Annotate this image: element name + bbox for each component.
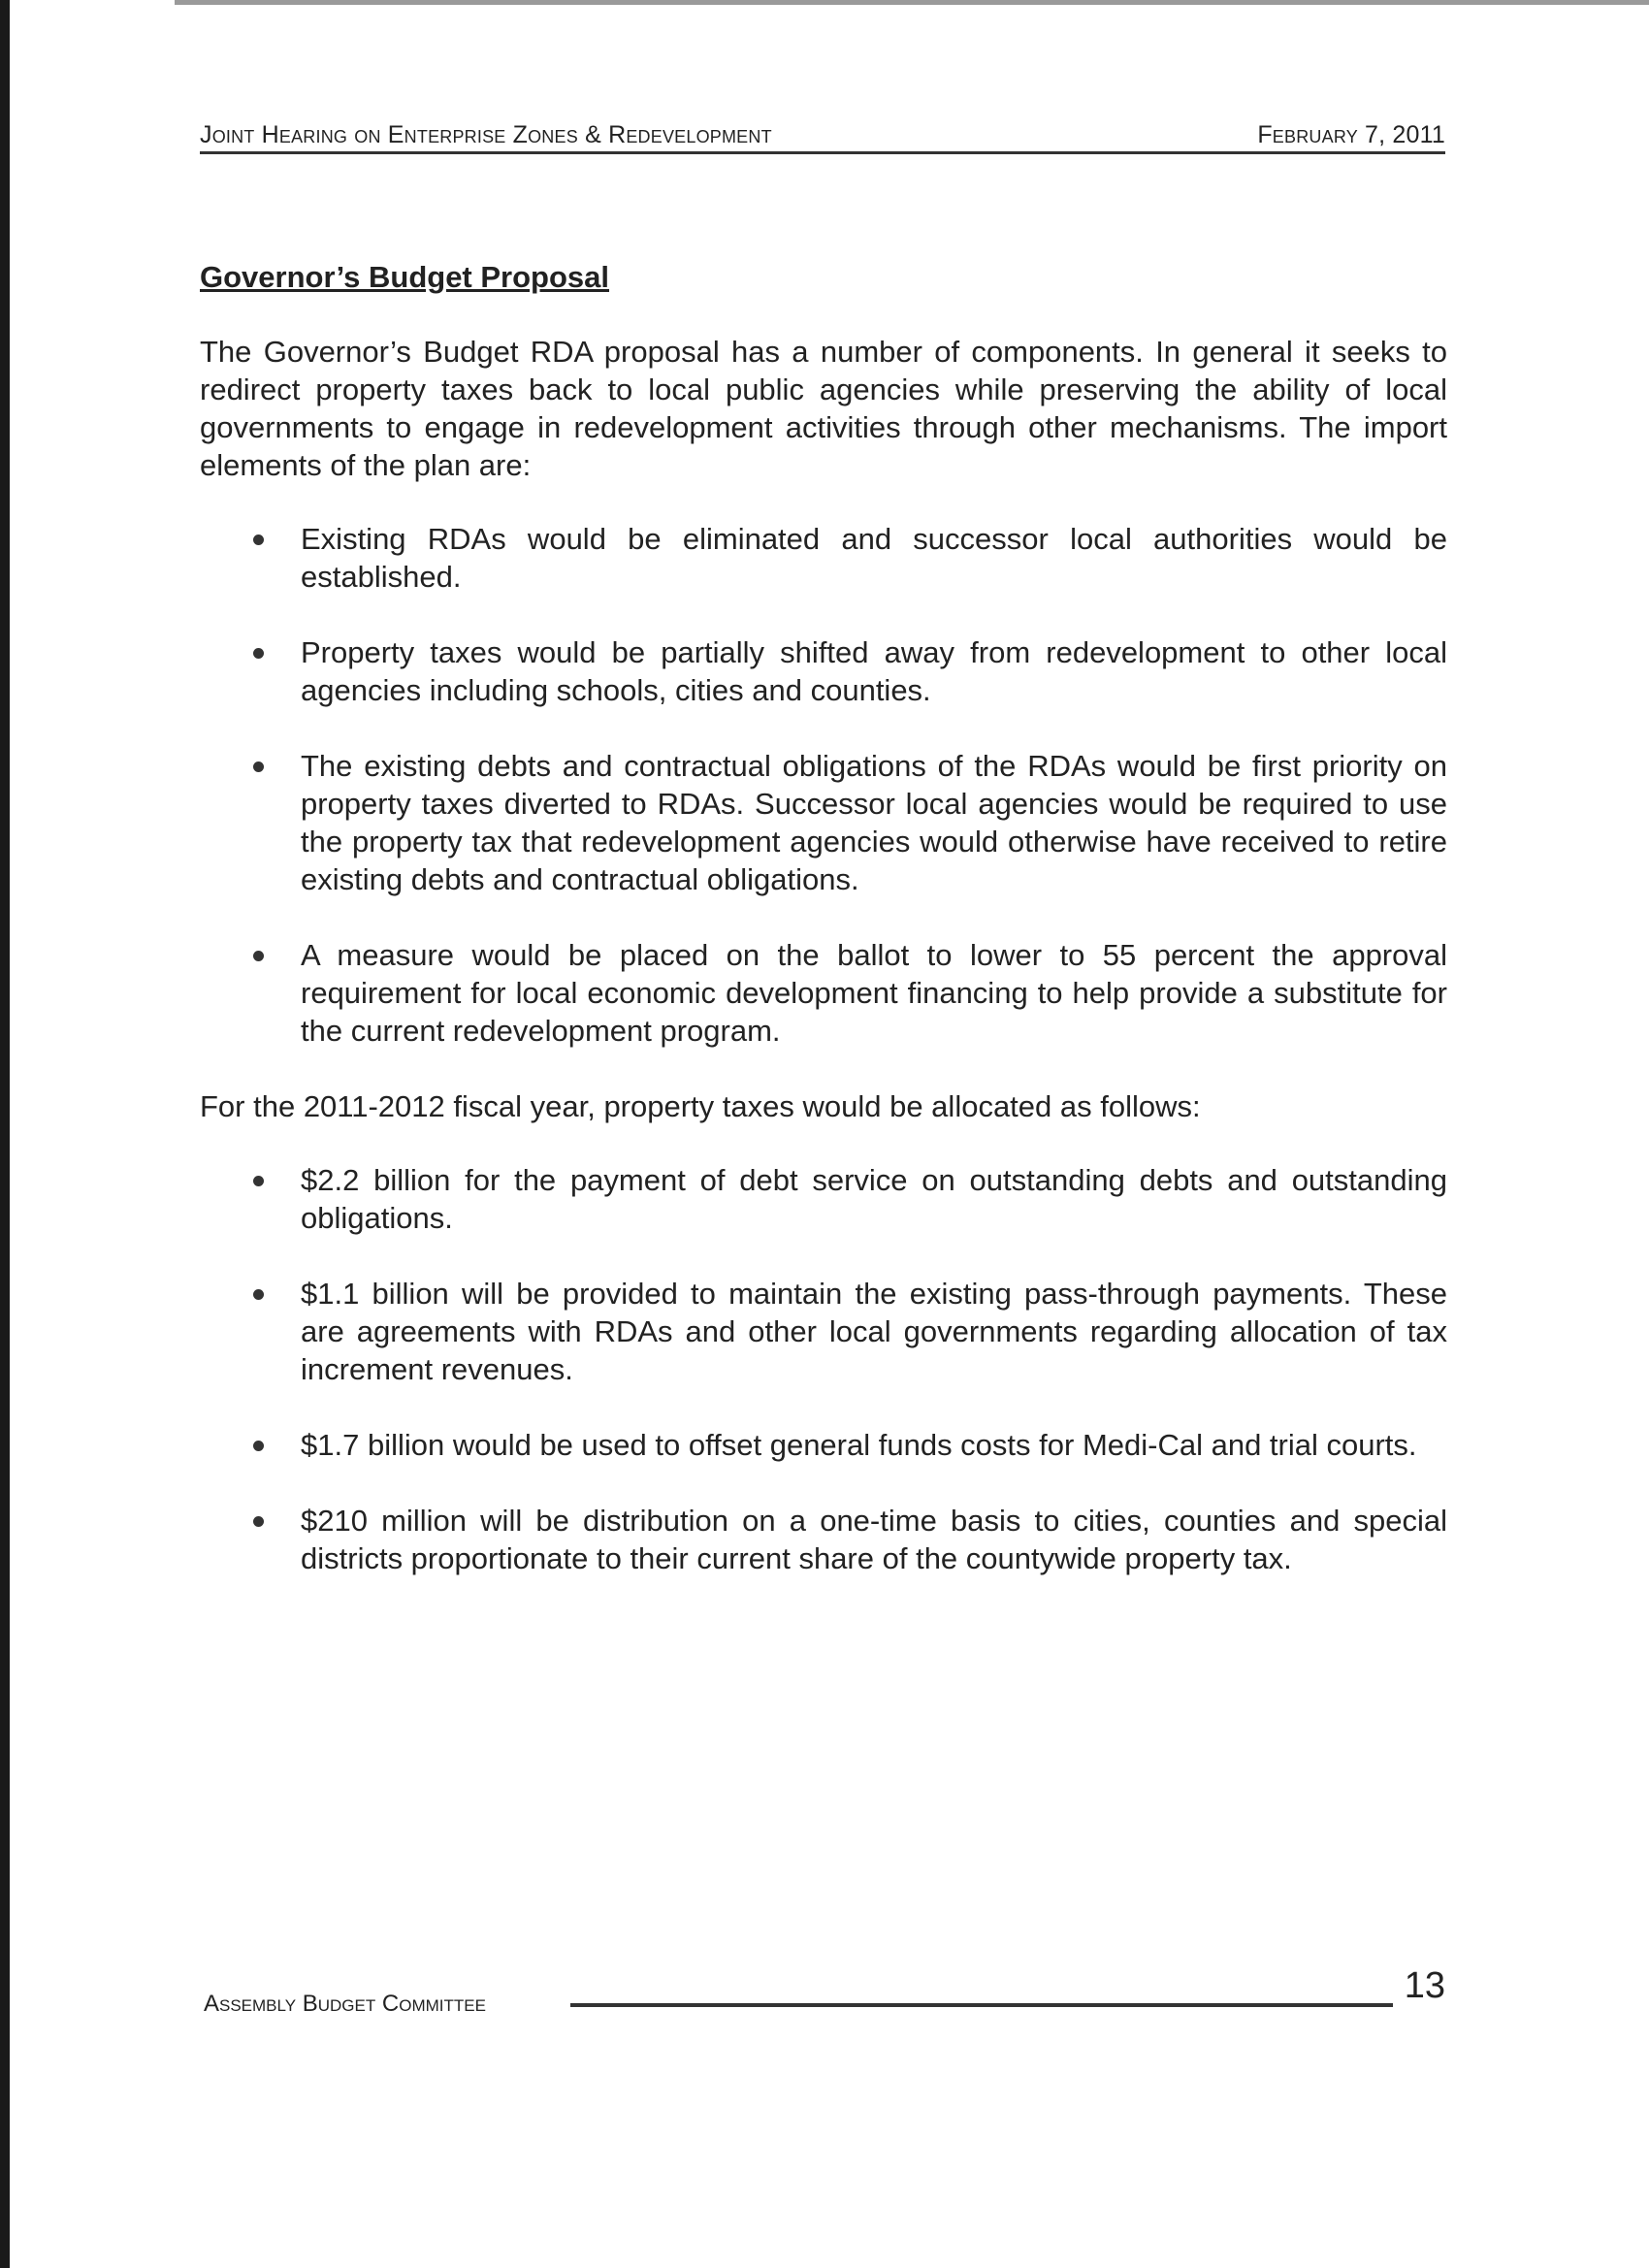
list-item <box>200 1502 1447 1577</box>
bullet-icon <box>253 1441 264 1451</box>
bullet-icon <box>253 1289 264 1300</box>
list-item-text: A measure would be placed on the ballot to lower to 55 percent the approval requirement for local economic development financing to help provide a substitute for the current redevelopment program. <box>301 938 1447 1048</box>
list-item <box>200 1426 1447 1464</box>
list-item <box>200 1275 1447 1388</box>
page-header <box>200 120 1445 154</box>
list-item <box>200 747 1447 898</box>
scan-top-edge <box>175 0 1649 5</box>
list-item <box>200 633 1447 709</box>
footer-label: Assembly Budget Committee <box>204 1991 486 2017</box>
list-item <box>200 936 1447 1050</box>
page-footer <box>204 1965 1455 2027</box>
list-item <box>200 520 1447 596</box>
list-item-text: $210 million will be distribution on a one-time basis to cities, counties and special districts proportionate to their current share of the countywide property tax. <box>301 1504 1447 1575</box>
section-title: Governor’s Budget Proposal <box>200 260 610 294</box>
bullet-icon <box>253 648 264 659</box>
bullet-icon <box>253 761 264 772</box>
allocation-list <box>200 1161 1447 1577</box>
list-item-text: $1.7 billion would be used to offset general funds costs for Medi-Cal and trial courts. <box>301 1428 1417 1462</box>
list-item-text: $2.2 billion for the payment of debt service on outstanding debts and outstanding obligations. <box>301 1163 1447 1235</box>
header-title: Joint Hearing on Enterprise Zones & Redevelopment <box>200 121 772 148</box>
bullet-icon <box>253 1516 264 1527</box>
bullet-icon <box>253 535 264 545</box>
list-item <box>200 1161 1447 1237</box>
bullet-icon <box>253 1176 264 1186</box>
header-date: February 7, 2011 <box>1257 121 1445 148</box>
scan-edge <box>0 0 10 2268</box>
list-item-text: $1.1 billion will be provided to maintain the existing pass-through payments. These are agreements with RDAs and other local governments regarding allocation of tax increment revenues. <box>301 1277 1447 1386</box>
allocation-intro: For the 2011-2012 fiscal year, property taxes would be allocated as follows: <box>200 1089 1201 1123</box>
page-number: 13 <box>1404 1965 1445 2006</box>
list-item-text: Existing RDAs would be eliminated and successor local authorities would be established. <box>301 522 1447 594</box>
bullet-icon <box>253 951 264 961</box>
footer-rule <box>570 2003 1393 2007</box>
list-item-text: Property taxes would be partially shifted away from redevelopment to other local agencies including schools, cities and counties. <box>301 635 1447 707</box>
plan-elements-list <box>200 520 1447 1050</box>
intro-paragraph: The Governor’s Budget RDA proposal has a number of components. In general it seeks to redirect property taxes back to local public agencies while preserving the ability of local governments to engage in redevelopment activities through other mechanisms. The import elements of the plan are: <box>200 335 1447 482</box>
list-item-text: The existing debts and contractual obligations of the RDAs would be first priority on property taxes diverted to RDAs. Successor local agencies would be required to use the property tax that redevelopment agencies would otherwise have received to retire existing debts and contractual obligations. <box>301 749 1447 896</box>
page-body <box>200 258 1447 1615</box>
